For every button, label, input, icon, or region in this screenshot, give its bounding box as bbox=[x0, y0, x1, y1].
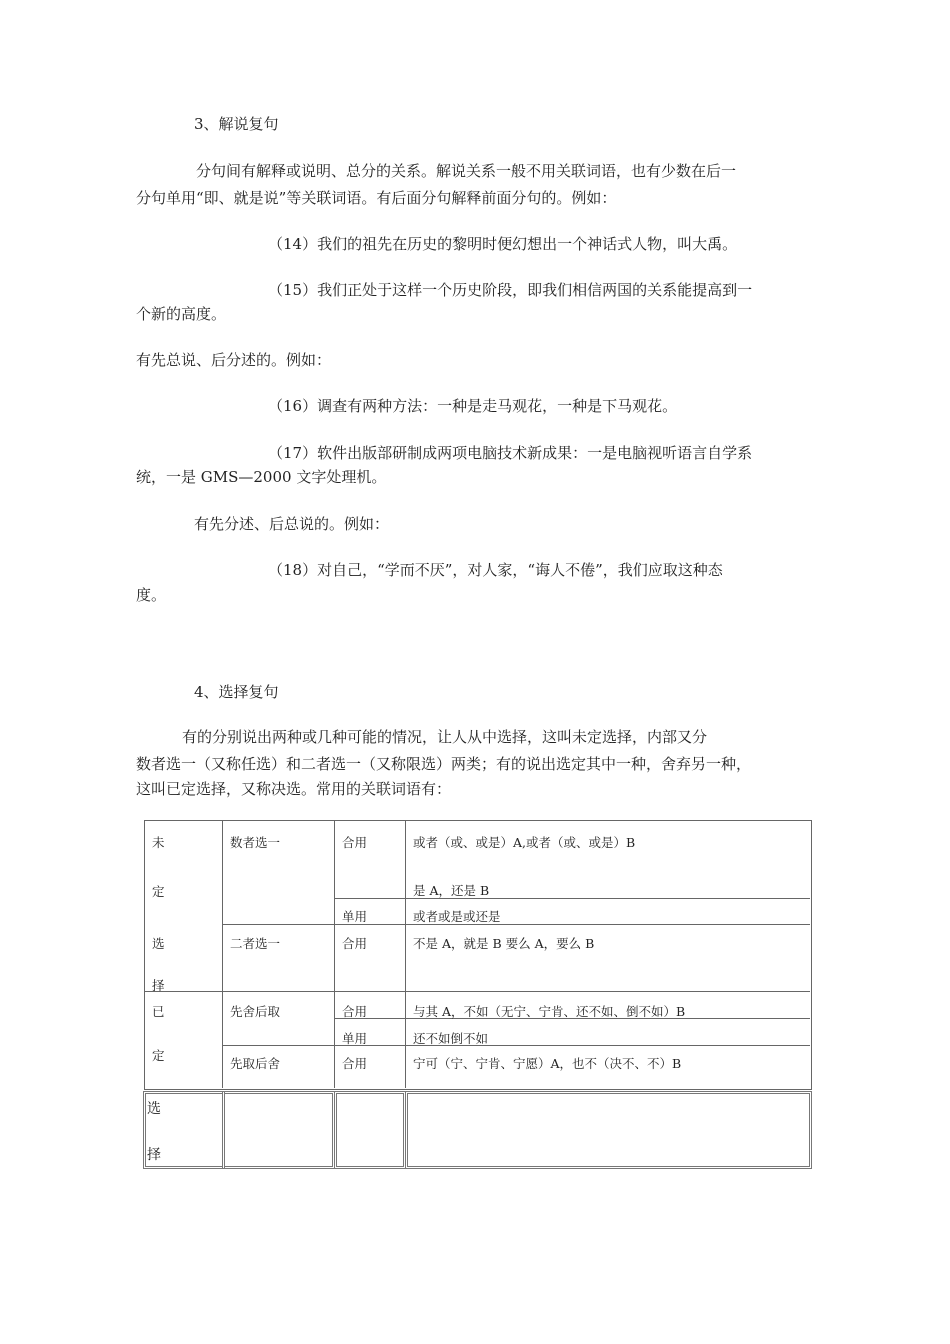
table-divider bbox=[144, 991, 810, 992]
example-15-line1: （15）我们正处于这样一个历史阶段，即我们相信两国的关系能提高到一 bbox=[268, 281, 753, 299]
section4-intro-line2: 数者选一（又称任选）和二者选一（又称限选）两类；有的说出选定其中一种，舍弃另一种， bbox=[136, 755, 752, 773]
section4-intro-line3: 这叫已定选择，又称决选。常用的关联词语有： bbox=[136, 780, 452, 798]
usage-label: 合用 bbox=[342, 835, 368, 850]
example-17-line1: （17）软件出版部研制成两项电脑技术新成果：一是电脑视听语言自学系 bbox=[268, 444, 753, 462]
category-char: 定 bbox=[152, 884, 165, 899]
conjunction-words: 与其 A，不如（无宁、宁肯、还不如、倒不如）B bbox=[413, 1004, 686, 1019]
section4-intro-line1: 有的分别说出两种或几种可能的情况，让人从中选择，这叫未定选择，内部又分 bbox=[182, 728, 708, 746]
usage-label: 合用 bbox=[342, 1056, 368, 1071]
table-divider bbox=[334, 820, 335, 1088]
category-char: 选 bbox=[152, 936, 165, 951]
usage-label: 合用 bbox=[342, 1004, 368, 1019]
category-char: 已 bbox=[152, 1004, 165, 1019]
subtype-label: 二者选一 bbox=[230, 936, 281, 951]
section4-heading: 4、选择复句 bbox=[194, 683, 279, 701]
usage-label: 合用 bbox=[342, 936, 368, 951]
usage-label: 单用 bbox=[342, 1031, 368, 1046]
section3-intro-line1: 分句间有解释或说明、总分的关系。解说关系一般不用关联词语，也有少数在后一 bbox=[196, 162, 737, 180]
category-char: 择 bbox=[152, 978, 165, 993]
table-divider bbox=[222, 1045, 810, 1046]
example-14: （14）我们的祖先在历史的黎明时便幻想出一个神话式人物，叫大禹。 bbox=[268, 235, 738, 253]
table-divider bbox=[334, 898, 810, 899]
example-15-line2: 个新的高度。 bbox=[136, 305, 227, 323]
subtype-label: 先舍后取 bbox=[230, 1004, 281, 1019]
empty-table-cell bbox=[405, 1091, 812, 1169]
empty-table-cell bbox=[222, 1091, 335, 1169]
table-border bbox=[144, 820, 812, 1090]
example-18-line2: 度。 bbox=[136, 586, 167, 604]
example-18-line1: （18）对自己，“学而不厌”，对人家，“诲人不倦”，我们应取这种态 bbox=[268, 561, 723, 579]
conjunction-words: 或者或是或还是 bbox=[413, 909, 501, 924]
conjunction-words: 或者（或、或是）A,或者（或、或是）B bbox=[413, 835, 636, 850]
table-divider bbox=[222, 820, 223, 1088]
table-divider bbox=[405, 820, 406, 1088]
example-16: （16）调查有两种方法：一种是走马观花，一种是下马观花。 bbox=[268, 397, 678, 415]
conjunction-words: 是 A，还是 B bbox=[413, 883, 490, 898]
section3-intro-line2: 分句单用“即、就是说”等关联词语。有后面分句解释前面分句的。例如： bbox=[136, 189, 617, 207]
section3-heading: 3、解说复句 bbox=[194, 115, 279, 133]
category-char: 择 bbox=[147, 1147, 161, 1163]
section3-paragraph-general-first: 有先总说、后分述的。例如： bbox=[136, 351, 332, 369]
subtype-label: 数者选一 bbox=[230, 835, 281, 850]
conjunction-words: 不是 A，就是 B 要么 A，要么 B bbox=[413, 936, 595, 951]
conjunction-words: 宁可（宁、宁肯、宁愿）A，也不（决不、不）B bbox=[413, 1056, 682, 1071]
category-char: 定 bbox=[152, 1048, 165, 1063]
empty-table-cell bbox=[334, 1091, 406, 1169]
section3-paragraph-detail-first: 有先分述、后总说的。例如： bbox=[194, 515, 390, 533]
conjunction-words: 还不如倒不如 bbox=[413, 1031, 489, 1046]
subtype-label: 先取后舍 bbox=[230, 1056, 281, 1071]
table-divider bbox=[222, 924, 810, 925]
usage-label: 单用 bbox=[342, 909, 368, 924]
category-char: 未 bbox=[152, 835, 165, 850]
category-char: 选 bbox=[147, 1101, 161, 1117]
example-17-line2: 统，一是 GMS—2000 文字处理机。 bbox=[136, 468, 387, 486]
